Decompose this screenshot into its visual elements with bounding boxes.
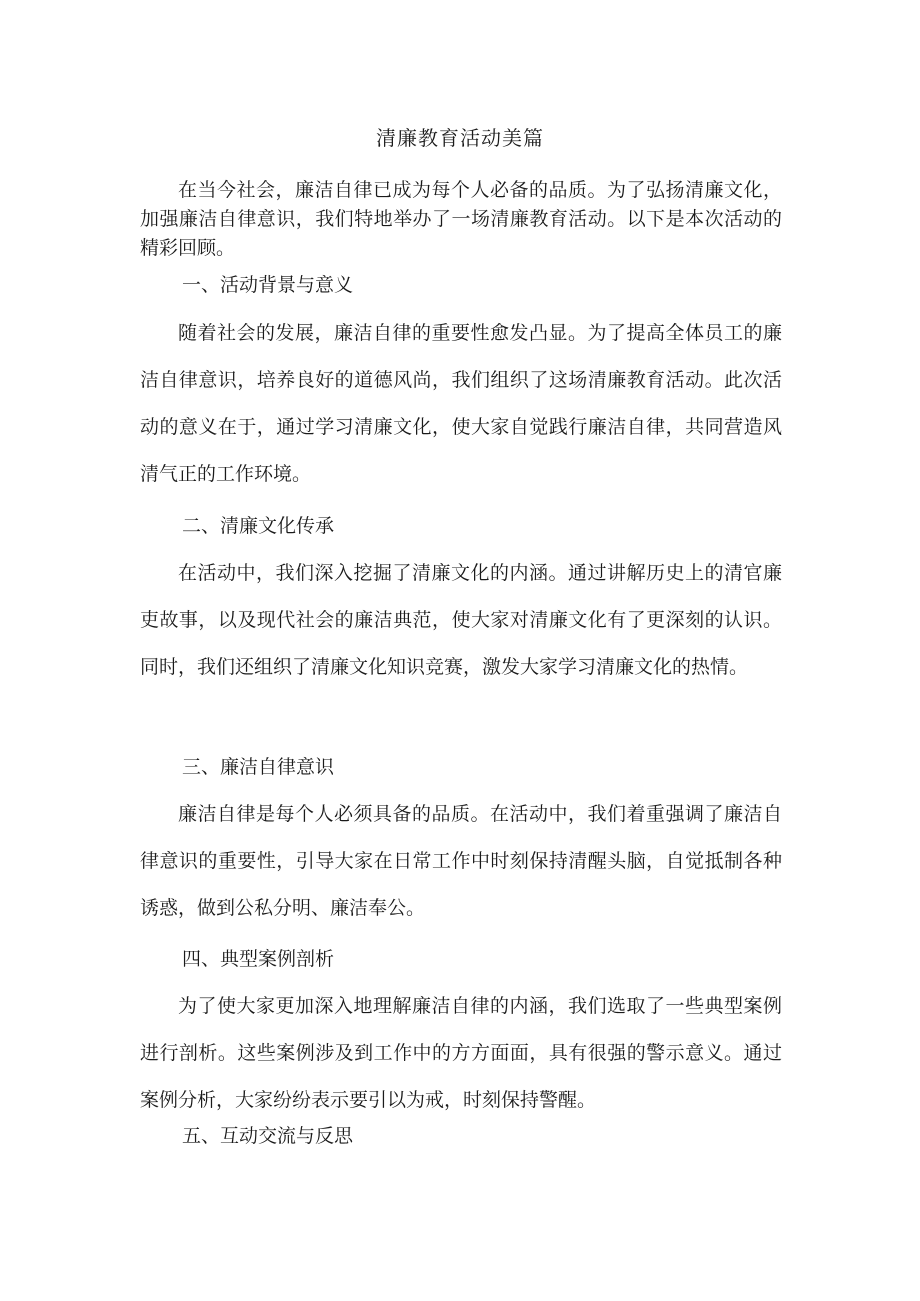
intro-paragraph: 在当今社会，廉洁自律已成为每个人必备的品质。为了弘扬清廉文化，加强廉洁自律意识，我们特地举办了一场清廉教育活动。以下是本次活动的精彩回顾。 <box>140 179 782 259</box>
section-heading-5: 五、互动交流与反思 <box>182 1125 354 1147</box>
section-heading-4: 四、典型案例剖析 <box>182 948 335 970</box>
document-title: 清廉教育活动美篇 <box>376 126 544 150</box>
section-heading-3: 三、廉洁自律意识 <box>182 756 335 778</box>
section-body-2: 在活动中，我们深入挖掘了清廉文化的内涵。通过讲解历史上的清官廉吏故事，以及现代社会的廉洁典范，使大家对清廉文化有了更深刻的认识。同时，我们还组织了清廉文化知识竞赛，激发大家学习清廉文化的热情。 <box>140 562 782 678</box>
section-body-1: 随着社会的发展，廉洁自律的重要性愈发凸显。为了提高全体员工的廉洁自律意识，培养良好的道德风尚，我们组织了这场清廉教育活动。此次活动的意义在于，通过学习清廉文化，使大家自觉践行廉洁自律，共同营造风清气正的工作环境。 <box>140 322 782 485</box>
section-heading-1: 一、活动背景与意义 <box>182 274 354 296</box>
section-body-3: 廉洁自律是每个人必须具备的品质。在活动中，我们着重强调了廉洁自律意识的重要性，引导大家在日常工作中时刻保持清醒头脑，自觉抵制各种诱惑，做到公私分明、廉洁奉公。 <box>140 803 782 919</box>
section-body-4: 为了使大家更加深入地理解廉洁自律的内涵，我们选取了一些典型案例进行剖析。这些案例涉及到工作中的方方面面，具有很强的警示意义。通过案例分析，大家纷纷表示要引以为戒，时刻保持警醒。 <box>140 995 782 1111</box>
section-heading-2: 二、清廉文化传承 <box>182 515 335 537</box>
